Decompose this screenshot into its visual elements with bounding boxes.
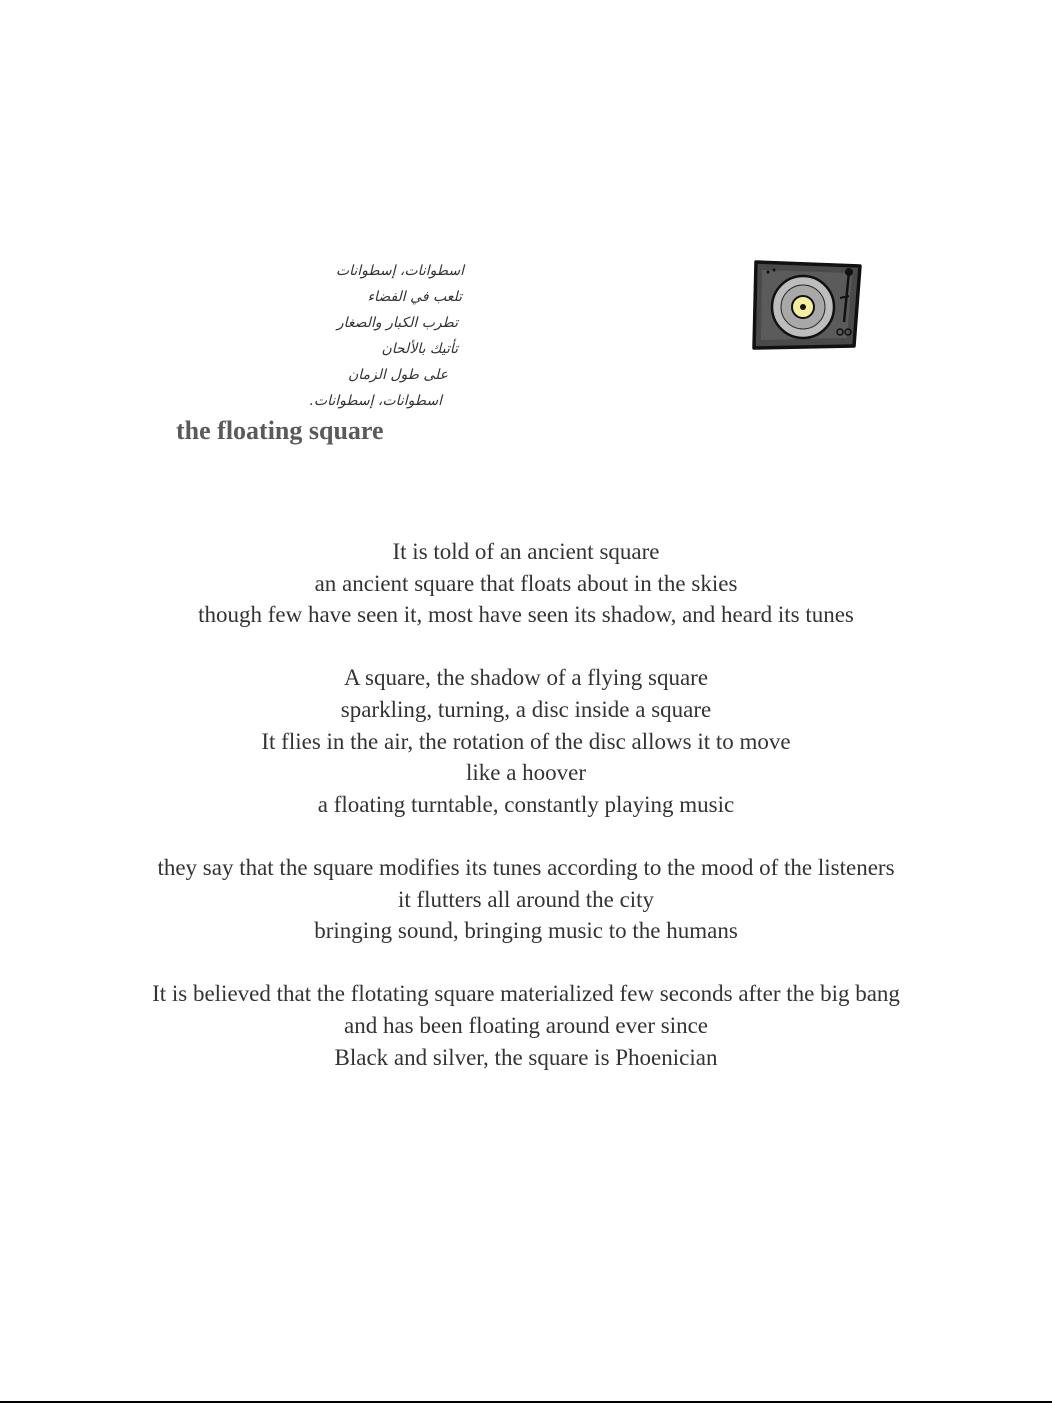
poem-line: though few have seen it, most have seen its shadow, and heard its tunes — [198, 602, 854, 628]
turntable-icon — [748, 252, 866, 354]
poem-line: It flies in the air, the rotation of the disc allows it to move — [261, 728, 791, 754]
poem-line: a floating turntable, constantly playing music — [317, 791, 735, 817]
arabic-line: اسطوانات، إسطوانات. — [309, 393, 442, 409]
poem-line: they say that the square modifies its tunes according to the mood of the listeners — [157, 854, 895, 880]
stanza — [0, 978, 1052, 1073]
poem-line: like a hoover — [465, 760, 587, 786]
stanza — [0, 536, 1052, 631]
handwritten-arabic-verse — [250, 258, 470, 414]
poem-line: It is believed that the flotating square materialized few seconds after the big bang — [152, 981, 900, 1007]
stanza — [0, 662, 1052, 820]
arabic-line: على طول الزمان — [347, 367, 448, 383]
poem-line: and has been floating around ever since — [343, 1012, 709, 1038]
poem-line: an ancient square that floats about in the skies — [314, 570, 738, 596]
arabic-line: اسطوانات، إسطوانات — [335, 263, 464, 279]
page-title: the floating square — [176, 416, 384, 445]
poem-line: it flutters all around the city — [397, 886, 655, 912]
arabic-line: تأتيك بالألحان — [381, 341, 458, 357]
poem-line: Black and silver, the square is Phoenician — [334, 1044, 718, 1070]
poem-line: bringing sound, bringing music to the humans — [314, 918, 738, 944]
poem-line: sparkling, turning, a disc inside a square — [340, 696, 712, 722]
poem — [0, 536, 1052, 1073]
stanza — [0, 852, 1052, 947]
poem-line: A square, the shadow of a flying square — [343, 665, 709, 691]
arabic-line: تلعب في الفضاء — [367, 289, 462, 305]
poem-line: It is told of an ancient square — [392, 539, 660, 564]
arabic-line: تطرب الكبار والصغار — [336, 315, 458, 331]
